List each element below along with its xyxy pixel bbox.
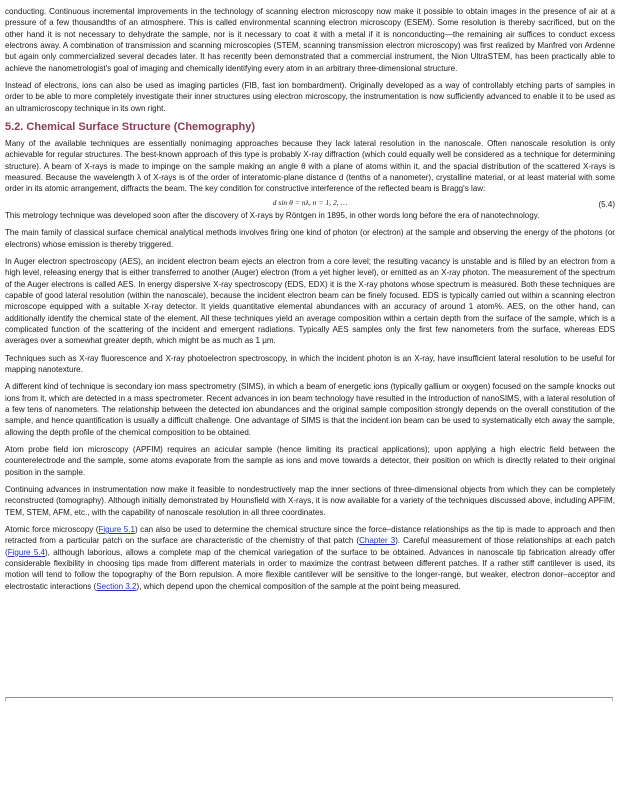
equation-text: d sin θ = nλ, n = 1, 2, … bbox=[272, 197, 348, 207]
link-figure-5-4[interactable]: Figure 5.4 bbox=[7, 547, 45, 557]
paragraph-sims: A different kind of technique is secondary ion mass spectrometry (SIMS), in which a beam of energetic ions (typically gallium or oxygen) focused on the sample knocks out ions from it, which are detected in a mass spectrometer. Recent advances in ion beam technology have resulted in the introduction of nanoSIMS, with a lateral resolution of a few tens of nanometers. The relationship between the detected ion abundances and the original sample composition strongly depends on the overall constitution of the sample, and hence quantification is usually a difficult challenge. One advantage of SIMS is that the incident ion beam can be used to systematically etch away the sample, allowing the depth profile of the chemical composition to be obtained. bbox=[5, 382, 615, 437]
link-figure-5-1[interactable]: Figure 5.1 bbox=[98, 525, 135, 535]
afm-text-5: ), which depend upon the chemical composition of the sample at the point being measured. bbox=[136, 581, 461, 591]
paragraph-tomography: Continuing advances in instrumentation now make it feasible to nondestructively map the inner sections of three-dimensional objects from which they can be completely reconstructed (tomography). Although initially demonstrated by Hounsfield with X-rays, it is now available for a variety of the techniques discussed above, including APFIM, TEM, STEM, AFM, etc., with the capability of nanoscale resolution in all three coordinates. bbox=[5, 485, 615, 517]
paragraph-auger: In Auger electron spectroscopy (AES), an incident electron beam ejects an electron from a core level; the resulting vacancy is unstable and is filled by an electron from a high level, releasing energy that is either transferred to another (Auger) electron (from a yet higher level), or emitted as an X-ray photon. The measurement of the spectrum of the Auger electrons is called AES. In energy dispersive X-ray spectroscopy (EDS, EDX) it is the X-ray photons whose spectrum is measured. Both these techniques are capable of good lateral resolution (within the nanoscale), because the incident electron beam can be finely focused. EDS is typically carried out within a scanning electron microscope equipped with a suitable X-ray detector. It yields quantitative elemental abundances with an accuracy of around 1 atom%. AES, on the other hand, can additionally identify the chemical state of the element. All these techniques yield an average composition within a certain depth from the surface of the sample, which is a complicated function of the scattering of the incident and emergent radiations. Typically AES samples only the first few nanometers from the surface, whereas EDS averages over a somewhat greater depth, which might be as much as 1 μm. bbox=[5, 256, 615, 346]
link-section-3-2[interactable]: Section 3.2 bbox=[96, 581, 137, 591]
afm-text-3: ). Careful measurement of those relationships at each patch ( bbox=[5, 536, 615, 557]
afm-text-1: Atomic force microscopy ( bbox=[5, 525, 99, 535]
document-page bbox=[5, 6, 615, 598]
afm-text-2: ) can also be used to determine the chemical structure since the force–distance relationships as the tip is made to approach and then retracted from a particular patch on the surface are characteristic of the chemistry of that patch ( bbox=[5, 525, 616, 546]
paragraph-afm bbox=[5, 524, 615, 592]
paragraph-classical-methods: The main family of classical surface chemical analytical methods involves firing one kind of photon (or electron) at the sample and observing the energy of the photons (or electrons) whose emission is thereby triggered. bbox=[5, 228, 615, 249]
paragraph-rontgen: This metrology technique was developed soon after the discovery of X-rays by Röntgen in 1895, in other words long before the era of nanotechnology. bbox=[5, 210, 540, 220]
section-heading: 5.2. Chemical Surface Structure (Chemography) bbox=[5, 121, 256, 134]
paragraph-xray-diffraction: Many of the available techniques are essentially nonimaging approaches because they lack lateral resolution in the nanoscale. Often nanoscale resolution is only achievable for regular structures. The best-known approach of this type is probably X-ray diffraction (which could equally well be considered as a technique for determining structure). A beam of X-rays is made to impinge on the sample making an angle θ with a plane of atoms within it, and the spacial distribution of the scattered X-rays is measured. Because the wavelength λ of X-rays is of the order of interatomic-plane distance d (tenths of a nanometer), crystalline material, or at least material with some order in its atomic arrangement, diffracts the beam. The key condition for constructive interference of the reflected beam is Bragg's law: bbox=[5, 139, 615, 194]
equation-bragg bbox=[5, 197, 615, 209]
bottom-divider bbox=[5, 697, 613, 701]
paragraph-xray-fluorescence: Techniques such as X-ray fluorescence and X-ray photoelectron spectroscopy, in which the incident photon is an X-ray, have insufficient lateral resolution to be useful for mapping nanotexture. bbox=[5, 353, 615, 374]
link-chapter-3[interactable]: Chapter 3 bbox=[359, 536, 396, 546]
paragraph-esem: conducting. Continuous incremental improvements in the technology of scanning electron microscopy now make it possible to obtain images in the presence of air at a pressure of a few thousandths of an atmosphere. This is called environmental scanning electron microscopy (ESEM). Some resolution is thereby sacrificed, but on the other hand it is not necessary to dehydrate the sample, nor is it necessary to coat it with a metal if it is nonconducting—the remaining air suffices to conduct excess electrons away. A combination of transmission and scanning microscopies (STEM, scanning transmission electron microscopy) was first realized by Manfred von Ardenne but again only commercialized several decades later. It has recently been demonstrated that a commercial instrument, the Nion UltraSTEM, has been practically able to achieve the nanometrologist's goal of imaging and chemically identifying every atom in an arbitrary three-dimensional structure. bbox=[5, 7, 615, 73]
paragraph-fib: Instead of electrons, ions can also be used as imaging particles (FIB, fast ion bombardment). Originally developed as a way of controllably etching parts of samples in order to be able to more completely investigate their inner structures using electron microscopy, the instrumentation is now sufficiently advanced to enable it to be used as an ultramicroscopy technique in its own right. bbox=[5, 81, 615, 113]
afm-text-4: ), although laborious, allows a complete map of the chemical variegation of the surface to be obtained. Advances in nanoscale tip fabrication already offer considerable flexibility in choosing tips made from different materials in order to maximize the contrast between different patches. If a rather stiff cantilever is used, its motion will tend to follow the topography of the Born repulsion. A more flexible cantilever will be sensitive to the longer-range, but weaker, electron donor–acceptor and electrostatic interactions ( bbox=[5, 547, 615, 591]
paragraph-apfim: Atom probe field ion microscopy (APFIM) requires an acicular sample (hence limiting its practical applications); upon applying a high electric field between the counterelectrode and the sample, some atoms evaporate from the sample as ions and move towards a detector, their position on which is directly related to their original position in the sample. bbox=[5, 445, 615, 477]
equation-number: (5.4) bbox=[598, 199, 615, 209]
